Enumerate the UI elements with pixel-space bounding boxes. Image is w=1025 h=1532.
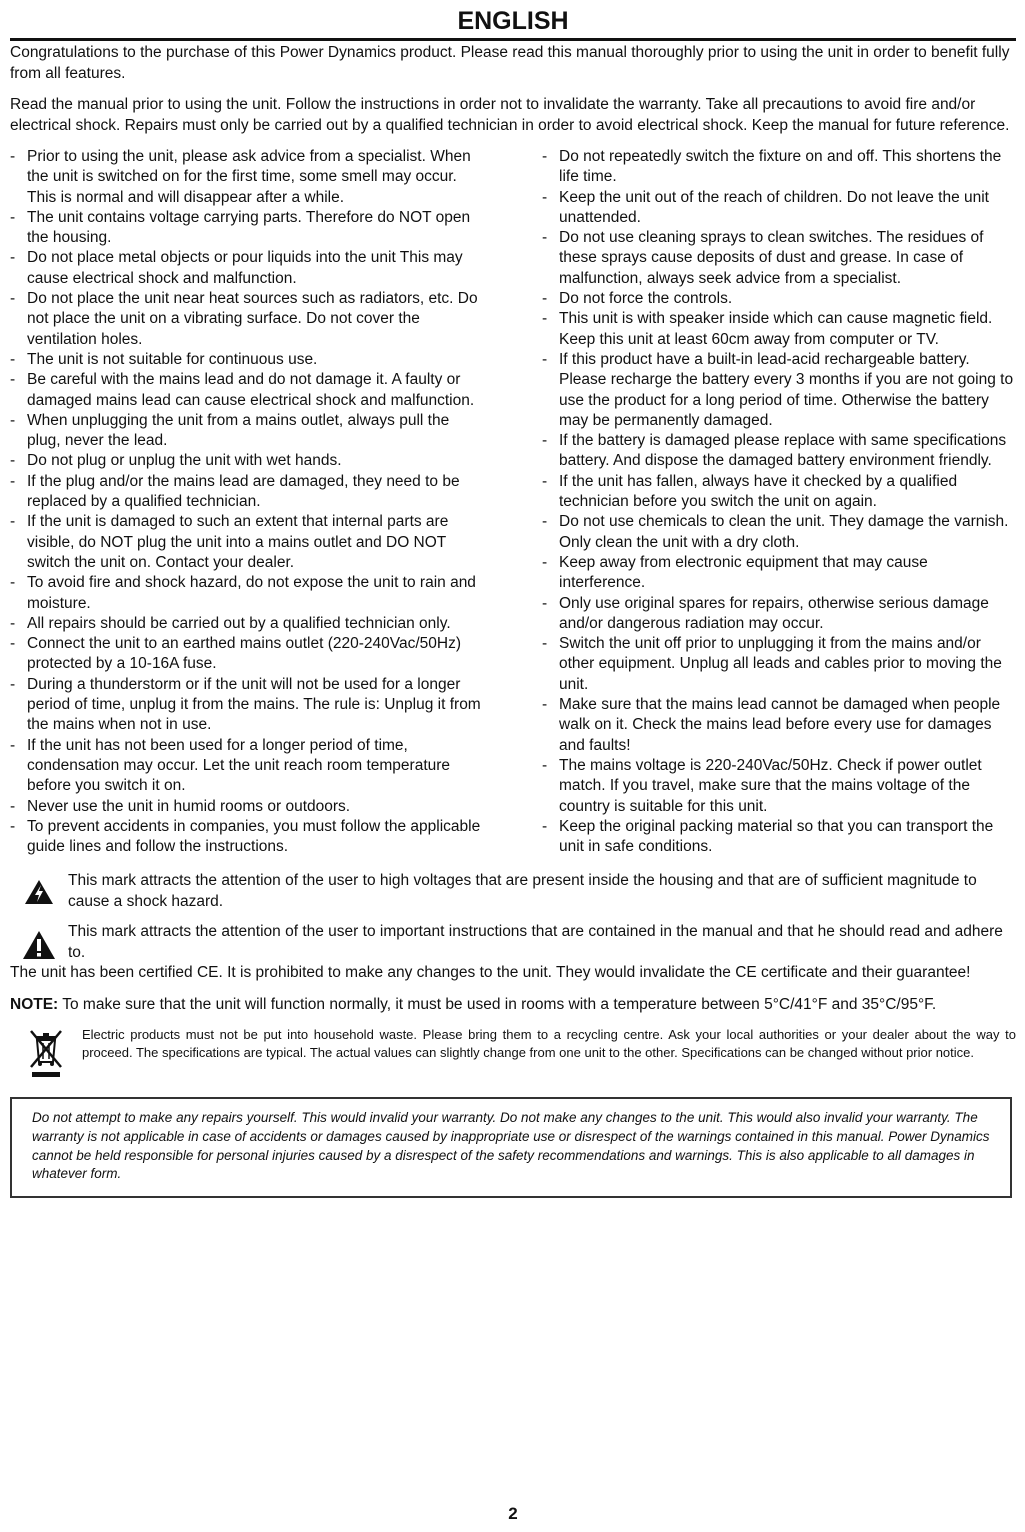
list-item: - Do not use cleaning sprays to clean switches. The residues of these sprays cause deposits of dust and grease. In case of malfunction, always seek advice from a specialist. [542, 228, 1016, 289]
safety-instructions [10, 147, 1016, 857]
list-item: - Do not place metal objects or pour liquids into the unit This may cause electrical shock and malfunction. [10, 248, 486, 289]
intro-paragraph-2: Read the manual prior to using the unit. Follow the instructions in order not to invalidate the warranty. Take all precautions to avoid fire and/or electrical shock. Repairs must only be carried out by a qualified technician in order to avoid electrical shock. Keep the manual for future reference. [10, 96, 1010, 134]
page-title: ENGLISH [457, 7, 569, 35]
disposal-notice [10, 1026, 1016, 1079]
list-item: - Keep the original packing material so that you can transport the unit in safe conditions. [542, 817, 1016, 858]
list-item: - All repairs should be carried out by a qualified technician only. [10, 614, 486, 634]
list-item: - During a thunderstorm or if the unit will not be used for a longer period of time, unplug it from the mains. The rule is: Unplug it from the mains when not in use. [10, 675, 486, 736]
disposal-text: Electric products must not be put into household waste. Please bring them to a recycling centre. Ask your local authorities or your dealer about the way to proceed. The specifications are typical. The actual values can slightly change from one unit to the other. Specifications can be changed without prior notice. [82, 1027, 1016, 1060]
list-item: - If the unit is damaged to such an extent that internal parts are visible, do NOT plug the unit into a mains outlet and DO NOT switch the unit on. Contact your dealer. [10, 512, 486, 573]
list-item: - Do not use chemicals to clean the unit. They damage the varnish. Only clean the unit with a dry cloth. [542, 512, 1016, 553]
important-instructions-text: This mark attracts the attention of the user to important instructions that are contained in the manual and that he should read and adhere to. [68, 923, 1003, 961]
list-item: - Do not repeatedly switch the fixture on and off. This shortens the life time. [542, 147, 1016, 188]
list-item: - The unit contains voltage carrying parts. Therefore do NOT open the housing. [10, 208, 486, 249]
note-text: To make sure that the unit will function normally, it must be used in rooms with a temperature between 5°C/41°F and 35°C/95°F. [62, 995, 937, 1013]
list-item: - Only use original spares for repairs, otherwise serious damage and/or dangerous radiation may occur. [542, 594, 1016, 635]
weee-crossed-bin-icon [10, 1026, 82, 1079]
list-item: - If this product have a built-in lead-acid rechargeable battery. Please recharge the battery every 3 months if you are not going to use the product for a long period of time. Otherwise the battery may be permanently damaged. [542, 350, 1016, 431]
list-item: - If the unit has not been used for a longer period of time, condensation may occur. Let the unit reach room temperature before you switch it on. [10, 736, 486, 797]
important-instructions-notice [10, 922, 1016, 963]
list-item: - When unplugging the unit from a mains outlet, always pull the plug, never the lead. [10, 411, 486, 452]
list-item: - Do not force the controls. [542, 289, 1016, 309]
temperature-note [10, 995, 1016, 1016]
page-number: 2 [508, 1504, 518, 1523]
list-item: - Keep away from electronic equipment that may cause interference. [542, 553, 1016, 594]
high-voltage-warning-icon [10, 871, 68, 905]
list-item: - Never use the unit in humid rooms or outdoors. [10, 797, 486, 817]
list-item: - Do not plug or unplug the unit with wet hands. [10, 451, 486, 471]
warranty-disclaimer-text: Do not attempt to make any repairs yourself. This would invalid your warranty. Do not make any changes to the unit. This would also invalid your warranty. The warranty is not applicable in case of accidents or damages caused by inappropriate use or disrespect of the warnings contained in this manual. Power Dynamics cannot be held responsible for personal injuries caused by a disrespect of the safety recommendations and warnings. This is also applicable to all damages in whatever form. [32, 1110, 990, 1182]
high-voltage-text: This mark attracts the attention of the user to high voltages that are present inside the housing and that are of sufficient magnitude to cause a shock hazard. [68, 872, 977, 910]
list-item: - Be careful with the mains lead and do not damage it. A faulty or damaged mains lead can cause electrical shock and malfunction. [10, 370, 486, 411]
list-item: - To avoid fire and shock hazard, do not expose the unit to rain and moisture. [10, 573, 486, 614]
intro-paragraph-1: Congratulations to the purchase of this Power Dynamics product. Please read this manual thoroughly prior to using the unit in order to benefit fully from all features. [10, 44, 1010, 82]
list-item: - Make sure that the mains lead cannot be damaged when people walk on it. Check the mains lead before every use for damages and faults! [542, 695, 1016, 756]
list-item: - Do not place the unit near heat sources such as radiators, etc. Do not place the unit on a vibrating surface. Do not cover the ventilation holes. [10, 289, 486, 350]
list-item: - To prevent accidents in companies, you must follow the applicable guide lines and follow the instructions. [10, 817, 486, 858]
manual-page [10, 0, 1016, 1532]
list-item: - If the unit has fallen, always have it checked by a qualified technician before you switch the unit on again. [542, 472, 1016, 513]
list-item: - The mains voltage is 220-240Vac/50Hz. Check if power outlet match. If you travel, make sure that the mains voltage of the country is suitable for this unit. [542, 756, 1016, 817]
ce-certification-text: The unit has been certified CE. It is prohibited to make any changes to the unit. They would invalidate the CE certificate and their guarantee! [10, 964, 971, 982]
exclamation-warning-icon [10, 922, 68, 960]
list-item: - Keep the unit out of the reach of children. Do not leave the unit unattended. [542, 188, 1016, 229]
safety-list-left [10, 147, 486, 857]
title-rule [10, 38, 1016, 41]
note-label: NOTE: [10, 995, 59, 1013]
list-item: - This unit is with speaker inside which can cause magnetic field. Keep this unit at least 60cm away from computer or TV. [542, 309, 1016, 350]
list-item: - Connect the unit to an earthed mains outlet (220-240Vac/50Hz) protected by a 10-16A fuse. [10, 634, 486, 675]
safety-list-right [542, 147, 1016, 857]
list-item: - Prior to using the unit, please ask advice from a specialist. When the unit is switched on for the first time, some smell may occur. This is normal and will disappear after a while. [10, 147, 486, 208]
warranty-disclaimer-box [10, 1097, 1012, 1197]
list-item: - The unit is not suitable for continuous use. [10, 350, 486, 370]
list-item: - If the battery is damaged please replace with same specifications battery. And dispose the damaged battery environment friendly. [542, 431, 1016, 472]
high-voltage-notice [10, 871, 1016, 912]
list-item: - Switch the unit off prior to unplugging it from the mains and/or other equipment. Unplug all leads and cables prior to moving the unit. [542, 634, 1016, 695]
list-item: - If the plug and/or the mains lead are damaged, they need to be replaced by a qualified technician. [10, 472, 486, 513]
